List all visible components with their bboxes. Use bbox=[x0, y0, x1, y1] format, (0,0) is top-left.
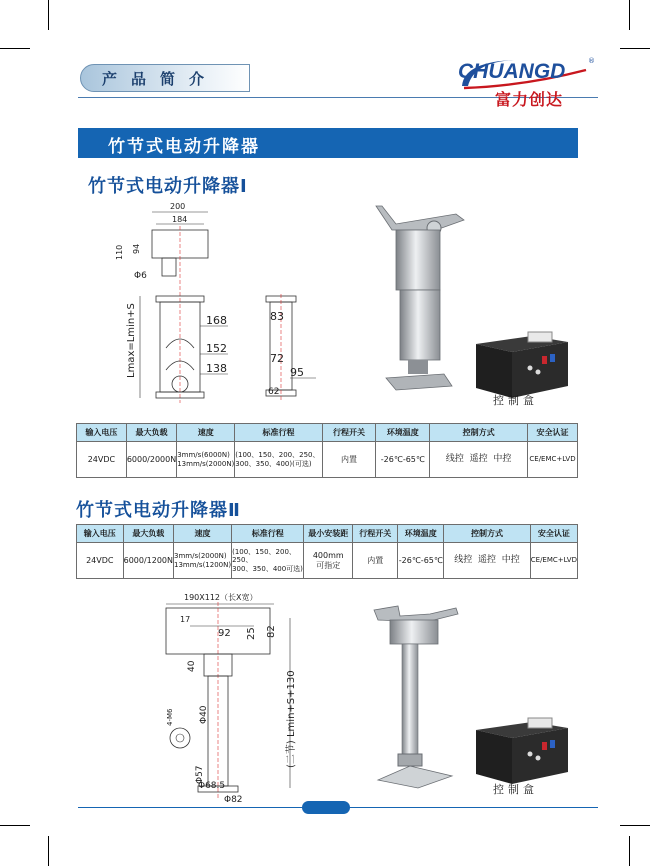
dim-label: 72 bbox=[270, 352, 284, 365]
control-box-caption-2: 控制盒 bbox=[493, 783, 538, 796]
table-cell: 线控 遥控 中控 bbox=[430, 442, 528, 478]
header-cell: 最小安装距 bbox=[304, 525, 353, 543]
header-cell: 最大负载 bbox=[123, 525, 173, 543]
header-cell: 环境温度 bbox=[398, 525, 444, 543]
header-cell: 标准行程 bbox=[232, 525, 304, 543]
spec-table-1 bbox=[76, 423, 578, 478]
table-row bbox=[77, 442, 578, 478]
table-header-row bbox=[77, 424, 578, 442]
dim-label: Φ6 bbox=[134, 271, 147, 281]
header-cell: 输入电压 bbox=[77, 525, 124, 543]
table-cell: 24VDC bbox=[77, 543, 124, 579]
dim-label: Φ82 bbox=[224, 795, 243, 804]
table-cell: -26℃-65℃ bbox=[376, 442, 430, 478]
crop-mark bbox=[629, 836, 630, 866]
table-cell: (100、150、200、250、 300、350、400可选) bbox=[232, 543, 304, 579]
header-cell: 安全认证 bbox=[530, 525, 577, 543]
header-cell: 控制方式 bbox=[430, 424, 528, 442]
control-box-photo-1 bbox=[472, 322, 572, 400]
table-cell: CE/EMC+LVD bbox=[530, 543, 577, 579]
dim-label: 190X112（长X宽） bbox=[184, 593, 258, 602]
dim-label: (二节) Lmin+S+130 bbox=[286, 670, 297, 768]
page-title: 竹节式电动升降器 bbox=[108, 137, 260, 157]
table-cell: -26℃-65℃ bbox=[398, 543, 444, 579]
crop-mark bbox=[620, 825, 650, 826]
crop-mark bbox=[629, 0, 630, 30]
dim-label: 82 bbox=[266, 625, 277, 638]
table-cell: 3mm/s(2000N) 13mm/s(1200N) bbox=[174, 543, 232, 579]
dim-label: 184 bbox=[172, 215, 188, 224]
dim-label: Lmax=Lmin+S bbox=[126, 303, 137, 378]
section-label: 产品简介 bbox=[102, 70, 219, 88]
section-1-title: 竹节式电动升降器Ⅰ bbox=[88, 176, 248, 197]
table-cell: 24VDC bbox=[77, 442, 127, 478]
dim-label: 200 bbox=[170, 202, 186, 211]
control-box-photo-2 bbox=[472, 708, 572, 786]
table-cell: 6000/2000N bbox=[126, 442, 176, 478]
registered-mark: ® bbox=[588, 57, 595, 65]
table-cell: (100、150、200、250、 300、350、400)(可选) bbox=[235, 442, 322, 478]
header-cell: 行程开关 bbox=[353, 525, 398, 543]
brand-logo bbox=[458, 52, 598, 110]
table-cell: 线控 遥控 中控 bbox=[444, 543, 530, 579]
crop-mark bbox=[0, 48, 30, 49]
table-cell: 400mm 可指定 bbox=[304, 543, 353, 579]
table-cell: 3mm/s(6000N) 13mm/s(2000N) bbox=[177, 442, 235, 478]
crop-mark bbox=[620, 48, 650, 49]
lift-photo-2 bbox=[370, 604, 460, 790]
crop-mark bbox=[48, 836, 49, 866]
dim-label: Φ68.5 bbox=[198, 781, 226, 791]
crop-mark bbox=[0, 825, 30, 826]
drawing-side-view bbox=[254, 290, 324, 410]
table-row bbox=[77, 543, 578, 579]
dim-label: 138 bbox=[206, 362, 227, 375]
footer-page-marker bbox=[302, 801, 350, 814]
header-cell: 速度 bbox=[177, 424, 235, 442]
drawing-front-view bbox=[100, 198, 250, 408]
table-header-row bbox=[77, 525, 578, 543]
dim-label: 152 bbox=[206, 342, 227, 355]
brand-name-cn: 富力创达 bbox=[495, 90, 564, 109]
dim-label: 95 bbox=[290, 366, 304, 379]
dim-label: 40 bbox=[187, 660, 197, 672]
dim-label: 62 bbox=[268, 387, 280, 397]
lift-photo-1 bbox=[356, 200, 476, 400]
header-cell: 安全认证 bbox=[528, 424, 578, 442]
drawing-lift-2 bbox=[150, 588, 310, 804]
spec-table-2 bbox=[76, 524, 578, 579]
crop-mark bbox=[48, 0, 49, 30]
dim-label: 17 bbox=[180, 615, 191, 624]
dim-label: 92 bbox=[218, 628, 231, 639]
table-cell: CE/EMC+LVD bbox=[528, 442, 578, 478]
dim-label: 168 bbox=[206, 314, 227, 327]
header-cell: 控制方式 bbox=[444, 525, 530, 543]
header-cell: 输入电压 bbox=[77, 424, 127, 442]
header-cell: 速度 bbox=[174, 525, 232, 543]
dim-label: Φ40 bbox=[199, 705, 209, 724]
header-cell: 环境温度 bbox=[376, 424, 430, 442]
header-cell: 标准行程 bbox=[235, 424, 322, 442]
section-2-title: 竹节式电动升降器Ⅱ bbox=[76, 500, 241, 521]
control-box-caption-1: 控制盒 bbox=[493, 394, 538, 407]
table-cell: 6000/1200N bbox=[123, 543, 173, 579]
dim-label: 110 bbox=[115, 244, 124, 260]
table-cell: 内置 bbox=[353, 543, 398, 579]
dim-label: 83 bbox=[270, 310, 284, 323]
table-cell: 内置 bbox=[322, 442, 376, 478]
header-cell: 行程开关 bbox=[322, 424, 376, 442]
header-cell: 最大负载 bbox=[126, 424, 176, 442]
dim-label: 94 bbox=[132, 243, 141, 254]
dim-label: Φ57 bbox=[195, 765, 205, 784]
dim-label: 4-M6 bbox=[166, 708, 174, 726]
dim-label: 25 bbox=[246, 627, 257, 640]
brand-name-en: CHUANGD bbox=[458, 60, 566, 83]
